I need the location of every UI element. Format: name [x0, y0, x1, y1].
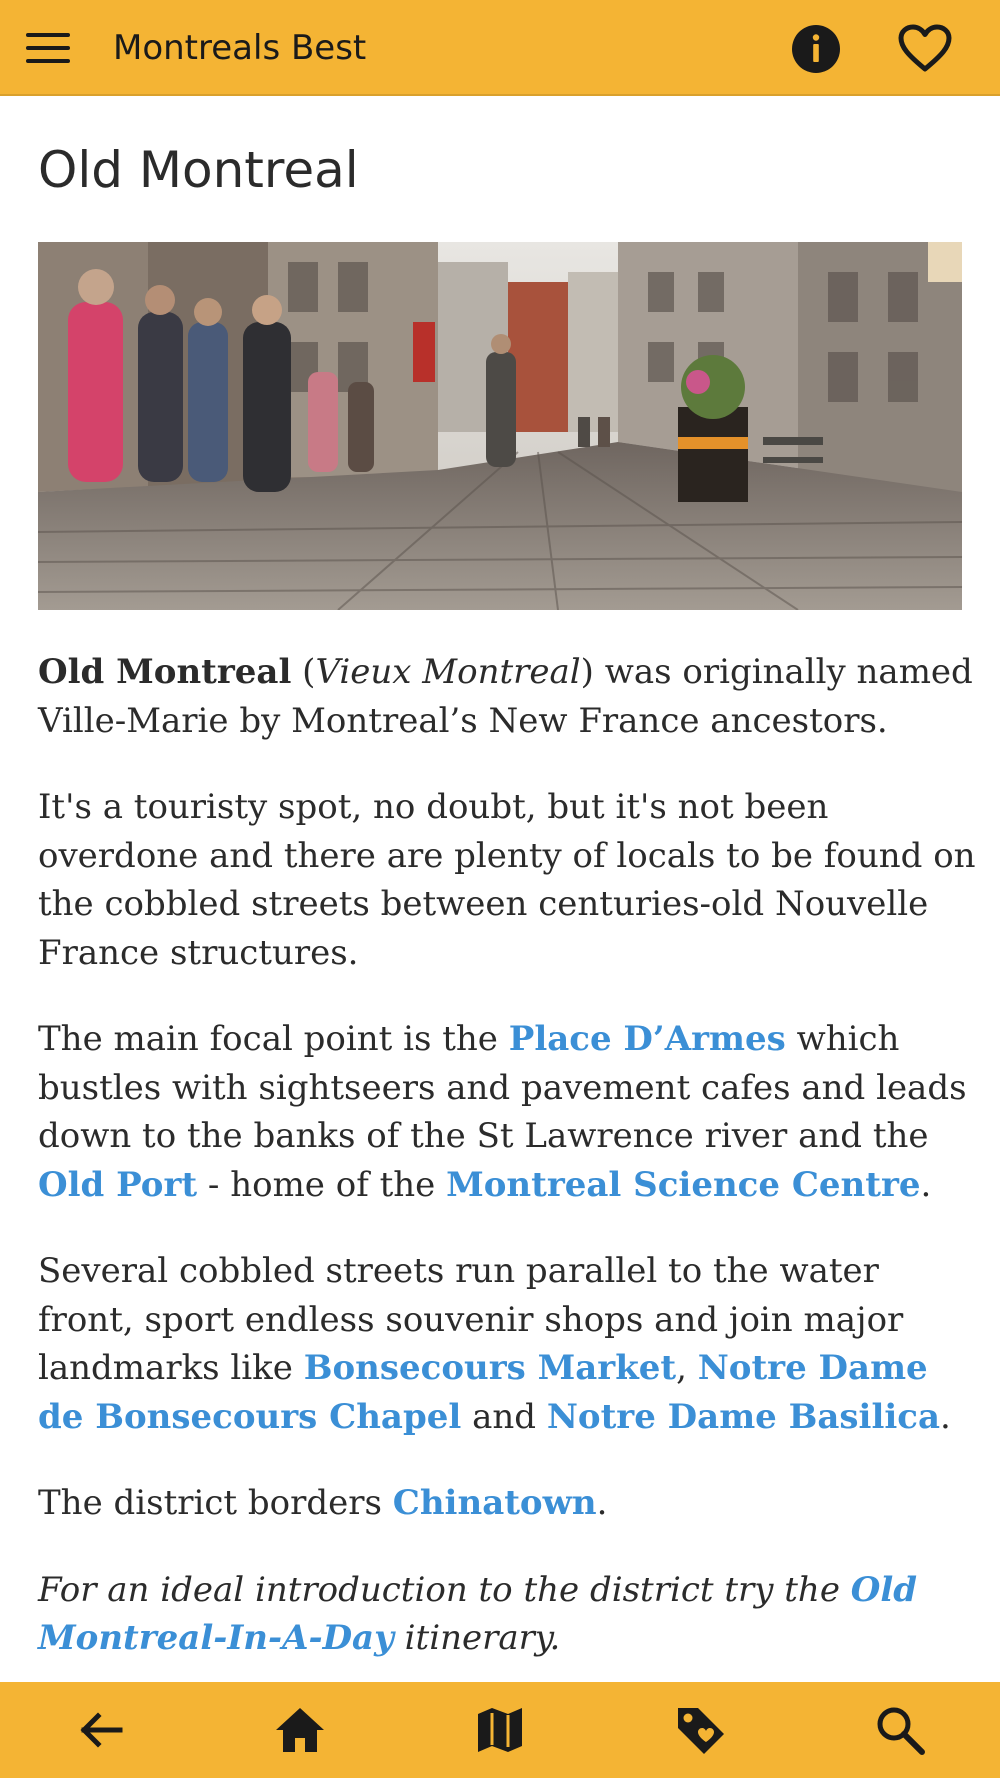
- app-title: Montreals Best: [113, 28, 367, 68]
- paragraph-itinerary: For an ideal introduction to the district try the Old Montreal-In-A-Day itinerary.: [38, 1569, 918, 1658]
- paragraph-touristy: It's a touristy spot, no doubt, but it's not been overdone and there are plenty of locals to be found on the cobbled streets between centuries-old Nouvelle France structures.: [38, 787, 976, 973]
- link-old-port[interactable]: Old Port: [38, 1164, 198, 1205]
- paragraph-borders: The district borders Chinatown.: [38, 1483, 608, 1523]
- bottom-nav-bar: [0, 1682, 1000, 1778]
- french-name: Vieux Montreal: [315, 652, 581, 692]
- link-place-darmes[interactable]: Place D’Armes: [508, 1019, 786, 1059]
- article-body: [38, 648, 978, 1701]
- map-icon[interactable]: [472, 1702, 528, 1758]
- home-icon[interactable]: [272, 1702, 328, 1758]
- link-chinatown[interactable]: Chinatown: [392, 1483, 597, 1523]
- search-icon[interactable]: [872, 1702, 928, 1758]
- info-icon[interactable]: [791, 24, 841, 74]
- bold-district-name: Old Montreal: [38, 652, 292, 692]
- heart-icon[interactable]: [898, 24, 952, 74]
- link-montreal-science-centre[interactable]: Montreal Science Centre: [446, 1164, 921, 1205]
- back-arrow-icon[interactable]: [72, 1702, 128, 1758]
- paragraph-intro: Old Montreal (Vieux Montreal) was originally named Ville-Marie by Montreal’s New France ancestors.: [38, 652, 973, 741]
- hero-image: [38, 242, 962, 610]
- tag-icon[interactable]: [672, 1702, 728, 1758]
- page-title: Old Montreal: [38, 141, 359, 199]
- menu-icon[interactable]: [26, 33, 70, 63]
- link-old-montreal-in-a-day[interactable]: Old Montreal-In-A-Day: [38, 1569, 918, 1658]
- paragraph-cobbled-streets: Several cobbled streets run parallel to the water front, sport endless souvenir shops and join major landmarks like Bonsecours Market, Notre Dame de Bonsecours Chapel and Notre Dame Basilica.: [38, 1251, 951, 1437]
- link-notre-dame-de-bonsecours-chapel[interactable]: Notre Dame de Bonsecours Chapel: [38, 1348, 928, 1437]
- paragraph-focal-point: The main focal point is the Place D’Armes which bustles with sightseers and pavement cafes and leads down to the banks of the St Lawrence river and the Old Port - home of the Montreal Science Centre.: [38, 1019, 967, 1205]
- link-notre-dame-basilica[interactable]: Notre Dame Basilica: [546, 1396, 941, 1437]
- link-bonsecours-market[interactable]: Bonsecours Market: [303, 1348, 677, 1388]
- top-app-bar: [0, 0, 1000, 96]
